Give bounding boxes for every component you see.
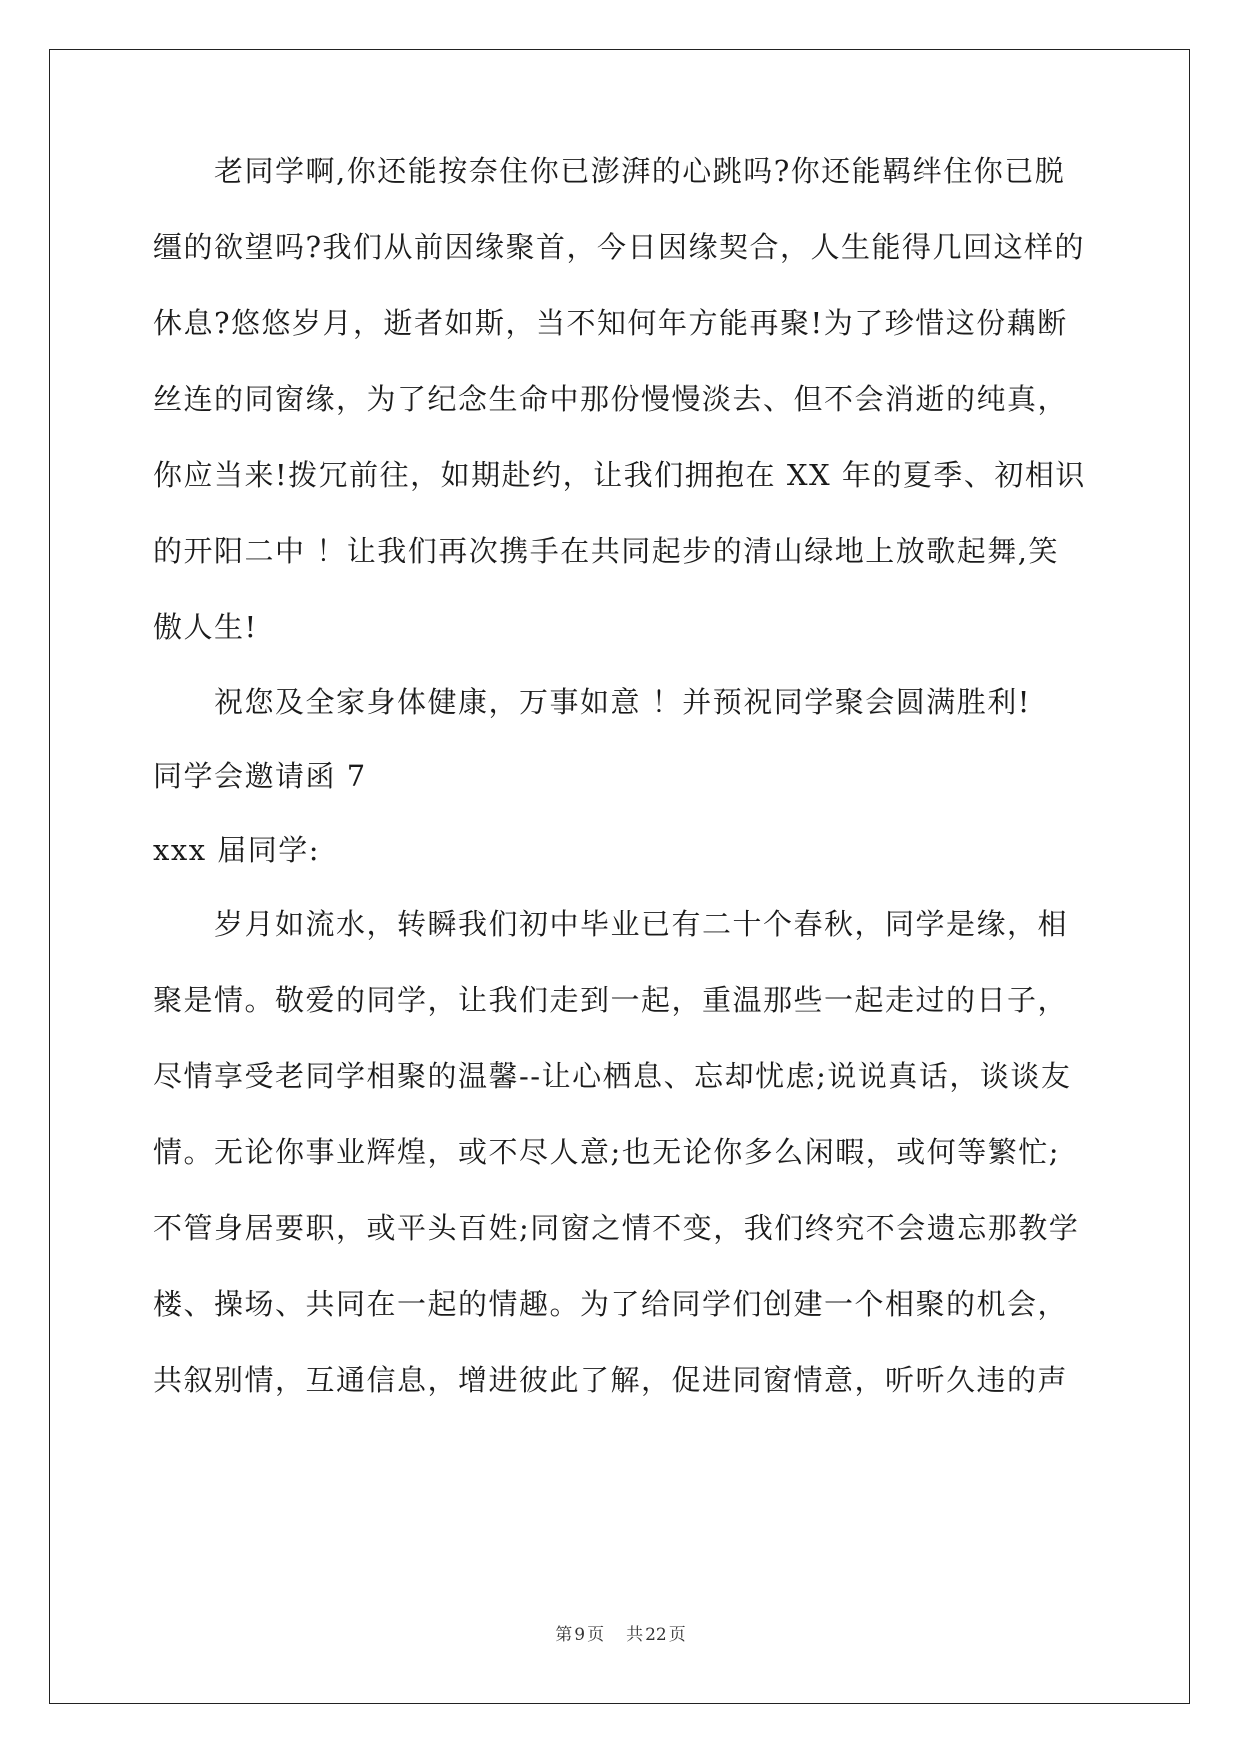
page-footer <box>0 1620 1241 1645</box>
text-line: 尽情享受老同学相聚的温馨--让心栖息、忘却忧虑;说说真话，谈谈友 <box>153 1059 1072 1093</box>
text-line: 傲人生! <box>153 610 258 644</box>
salutation: xxx 届同学: <box>153 833 321 867</box>
total-pages: 22 <box>645 1625 667 1645</box>
text-line: 缰的欲望吗?我们从前因缘聚首，今日因缘契合，人生能得几回这样的 <box>153 230 1086 264</box>
text-line: 不管身居要职，或平头百姓;同窗之情不变，我们终究不会遗忘那教学 <box>153 1211 1080 1245</box>
page-prefix: 第 <box>555 1625 573 1645</box>
page-number: 9 <box>574 1625 586 1645</box>
text-line: 岁月如流水，转瞬我们初中毕业已有二十个春秋，同学是缘，相 <box>153 907 1069 941</box>
text-line: 你应当来!拨冗前往，如期赴约，让我们拥抱在 XX 年的夏季、初相识 <box>153 458 1086 492</box>
page-frame <box>49 49 1190 1704</box>
section-heading: 同学会邀请函 7 <box>153 759 367 793</box>
text-line: 的开阳二中 ！让我们再次携手在共同起步的清山绿地上放歌起舞,笑 <box>153 534 1059 568</box>
page-suffix: 页 <box>587 1625 605 1645</box>
text-line: 丝连的同窗缘，为了纪念生命中那份慢慢淡去、但不会消逝的纯真， <box>153 382 1069 416</box>
text-line: 聚是情。敬爱的同学，让我们走到一起，重温那些一起走过的日子， <box>153 983 1069 1017</box>
total-prefix: 共 <box>626 1625 644 1645</box>
text-line: 祝您及全家身体健康，万事如意 ！并预祝同学聚会圆满胜利! <box>153 685 1031 719</box>
text-line: 情。无论你事业辉煌，或不尽人意;也无论你多么闲暇，或何等繁忙; <box>153 1135 1061 1169</box>
text-line: 老同学啊,你还能按奈住你已澎湃的心跳吗?你还能羁绊住你已脱 <box>153 154 1066 188</box>
text-line: 休息?悠悠岁月，逝者如斯，当不知何年方能再聚!为了珍惜这份藕断 <box>153 306 1068 340</box>
text-line: 楼、操场、共同在一起的情趣。为了给同学们创建一个相聚的机会， <box>153 1287 1069 1321</box>
text-line: 共叙别情，互通信息，增进彼此了解，促进同窗情意，听听久违的声 <box>153 1363 1069 1397</box>
total-suffix: 页 <box>668 1625 686 1645</box>
